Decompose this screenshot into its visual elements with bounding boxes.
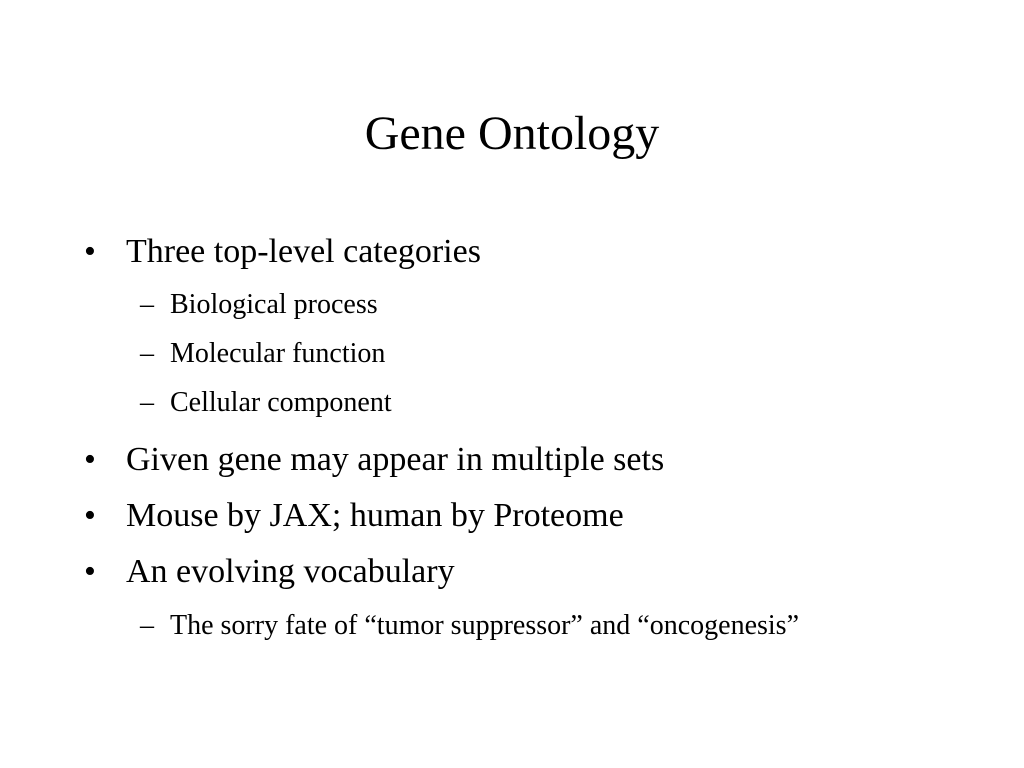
sub-bullet-marker: – [140,387,154,418]
bullet-marker: • [84,233,96,270]
bullet-text: Three top-level categories [126,233,481,270]
bullet-marker: • [84,553,96,590]
sub-bullet-marker: – [140,338,154,369]
sub-bullet-marker: – [140,610,154,641]
bullet-marker: • [84,497,96,534]
slide-title: Gene Ontology [364,107,660,160]
bullet-text: Given gene may appear in multiple sets [126,441,665,478]
bullet-text: An evolving vocabulary [126,553,455,590]
sub-bullet-text: Biological process [170,289,378,320]
sub-bullet-text: Cellular component [170,387,392,418]
sub-bullet-marker: – [140,289,154,320]
sub-bullet-text: The sorry fate of “tumor suppressor” and “oncogenesis” [170,610,800,641]
bullet-marker: • [84,441,96,478]
sub-bullet-text: Molecular function [170,338,386,369]
bullet-text: Mouse by JAX; human by Proteome [126,497,624,534]
